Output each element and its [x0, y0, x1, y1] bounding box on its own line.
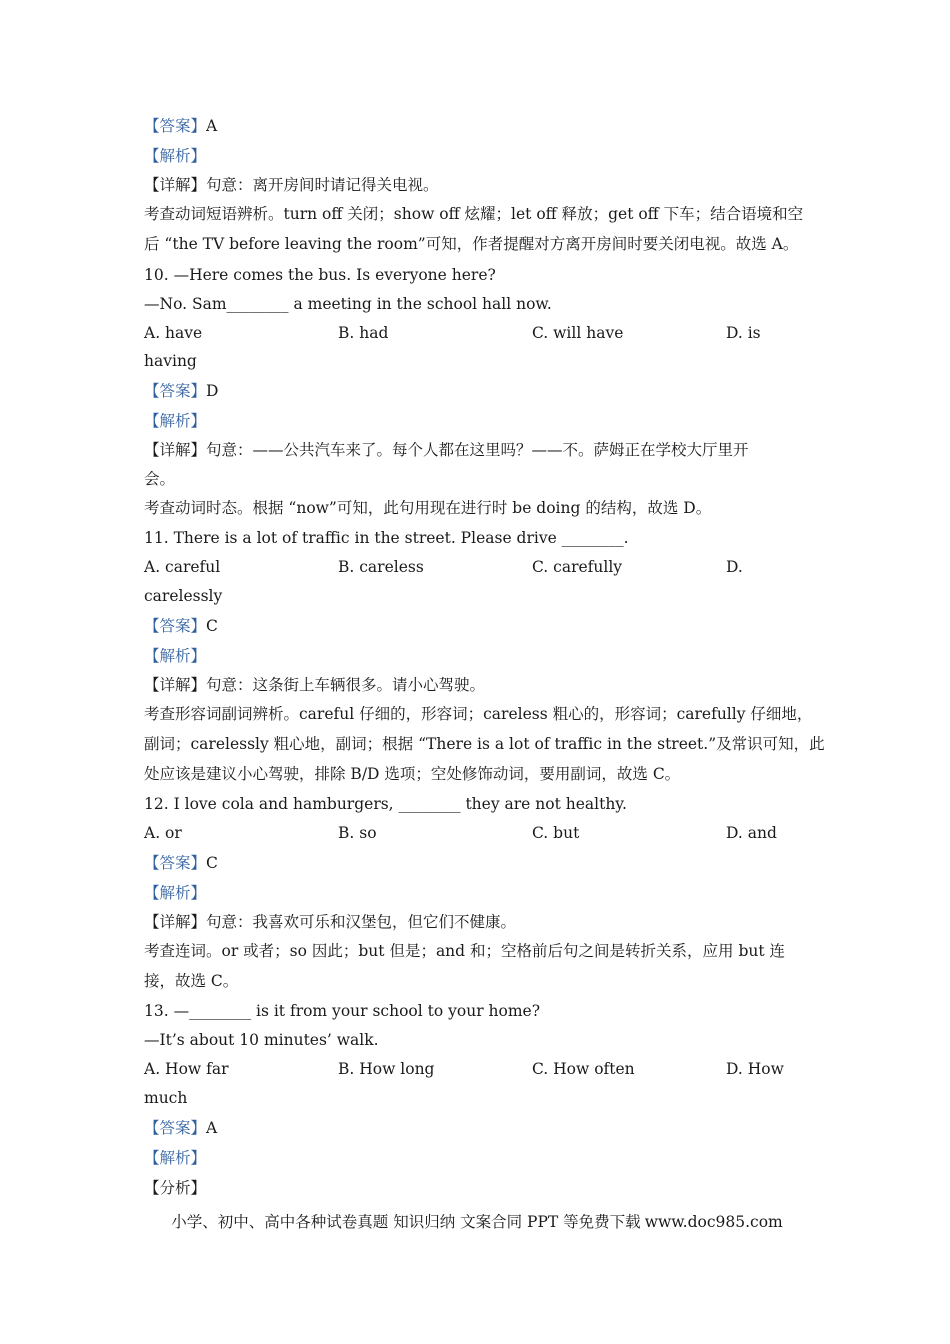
question-stem: —It’s about 10 minutes’ walk. [144, 1031, 379, 1049]
explain-line: 考查连词。or 或者；so 因此；but 但是；and 和；空格前后句之间是转折关系，应用 but 连 [144, 942, 786, 960]
answer-tag: 【答案】 [144, 382, 207, 400]
answer-tag: 【答案】 [144, 1119, 207, 1137]
detail-text: 句意：这条街上车辆很多。请小心驾驶。 [206, 676, 486, 694]
option-a: A. careful [144, 558, 221, 576]
explain-line: 副词；carelessly 粗心地，副词；根据 “There is a lot of traffic in the street.”及常识可知，此 [144, 735, 825, 753]
detail-line [144, 912, 516, 932]
answer-value: D [206, 382, 219, 400]
analysis-tag: 【解析】 [144, 1149, 207, 1167]
option-c: C. How often [532, 1060, 635, 1078]
option-d: D. and [726, 824, 777, 842]
explain-line: 考查动词时态。根据 “now”可知，此句用现在进行时 be doing 的结构，故选 D。 [144, 499, 712, 517]
option-a: A. How far [144, 1060, 229, 1078]
option-c: C. but [532, 824, 580, 842]
answer-value: A [206, 1119, 218, 1137]
option-c: C. carefully [532, 558, 623, 576]
option-d: D. is [726, 324, 761, 342]
page-footer [0, 1212, 950, 1232]
question-stem: 13. —________ is it from your school to your home? [144, 1002, 541, 1020]
answer-tag: 【答案】 [144, 617, 207, 635]
answer-value: C [206, 617, 218, 635]
explain-line: 考查动词短语辨析。turn off 关闭；show off 炫耀；let off 释放；get off 下车；结合语境和空 [144, 205, 804, 223]
option-b: B. had [338, 324, 389, 342]
question-stem: 10. —Here comes the bus. Is everyone here? [144, 266, 496, 284]
option-b: B. How long [338, 1060, 435, 1078]
detail-text: 句意：——公共汽车来了。每个人都在这里吗？——不。萨姆正在学校大厅里开 [206, 441, 749, 459]
detail-text: 句意：我喜欢可乐和汉堡包，但它们不健康。 [206, 913, 517, 931]
question-stem: —No. Sam________ a meeting in the school hall now. [144, 295, 552, 313]
option-c: C. will have [532, 324, 624, 342]
detail-tag: 【详解】 [144, 913, 207, 931]
explain-line: 接，故选 C。 [144, 972, 239, 990]
explain-line: 处应该是建议小心驾驶，排除 B/D 选项；空处修饰动词，要用副词，故选 C。 [144, 765, 681, 783]
option-b: B. careless [338, 558, 424, 576]
analysis-tag: 【解析】 [144, 884, 207, 902]
footer-link[interactable]: www.doc985.com [644, 1213, 783, 1231]
option-a: A. have [144, 324, 203, 342]
answer-tag: 【答案】 [144, 854, 207, 872]
footer-text: 小学、初中、高中各种试卷真题 知识归纳 文案合同 PPT 等免费下载 [171, 1213, 641, 1231]
answer-line [144, 381, 218, 401]
detail-tag: 【详解】 [144, 441, 207, 459]
question-stem: 12. I love cola and hamburgers, ________ they are not healthy. [144, 795, 627, 813]
option-d: D. [726, 558, 743, 576]
option-b: B. so [338, 824, 377, 842]
analysis-tag: 【解析】 [144, 147, 207, 165]
question-stem: 11. There is a lot of traffic in the street. Please drive ________. [144, 529, 629, 547]
answer-line [144, 116, 217, 136]
analysis-subtag: 【分析】 [144, 1179, 207, 1197]
detail-line [144, 175, 439, 195]
analysis-tag: 【解析】 [144, 412, 207, 430]
answer-value: A [206, 117, 218, 135]
detail-tag: 【详解】 [144, 676, 207, 694]
detail-tag: 【详解】 [144, 176, 207, 194]
option-wrap: having [144, 352, 197, 370]
option-wrap: much [144, 1089, 188, 1107]
answer-line [144, 616, 218, 636]
answer-line [144, 1118, 217, 1138]
detail-wrap: 会。 [144, 470, 176, 488]
detail-line [144, 675, 485, 695]
option-d: D. How [726, 1060, 784, 1078]
answer-tag: 【答案】 [144, 117, 207, 135]
option-wrap: carelessly [144, 587, 223, 605]
analysis-tag: 【解析】 [144, 647, 207, 665]
answer-line [144, 853, 218, 873]
explain-line: 考查形容词副词辨析。careful 仔细的，形容词；careless 粗心的，形容词；carefully 仔细地， [144, 705, 813, 723]
explain-line: 后 “the TV before leaving the room”可知，作者提醒对方离开房间时要关闭电视。故选 A。 [144, 235, 799, 253]
answer-value: C [206, 854, 218, 872]
detail-text: 句意：离开房间时请记得关电视。 [206, 176, 439, 194]
option-a: A. or [144, 824, 182, 842]
detail-line [144, 440, 749, 460]
